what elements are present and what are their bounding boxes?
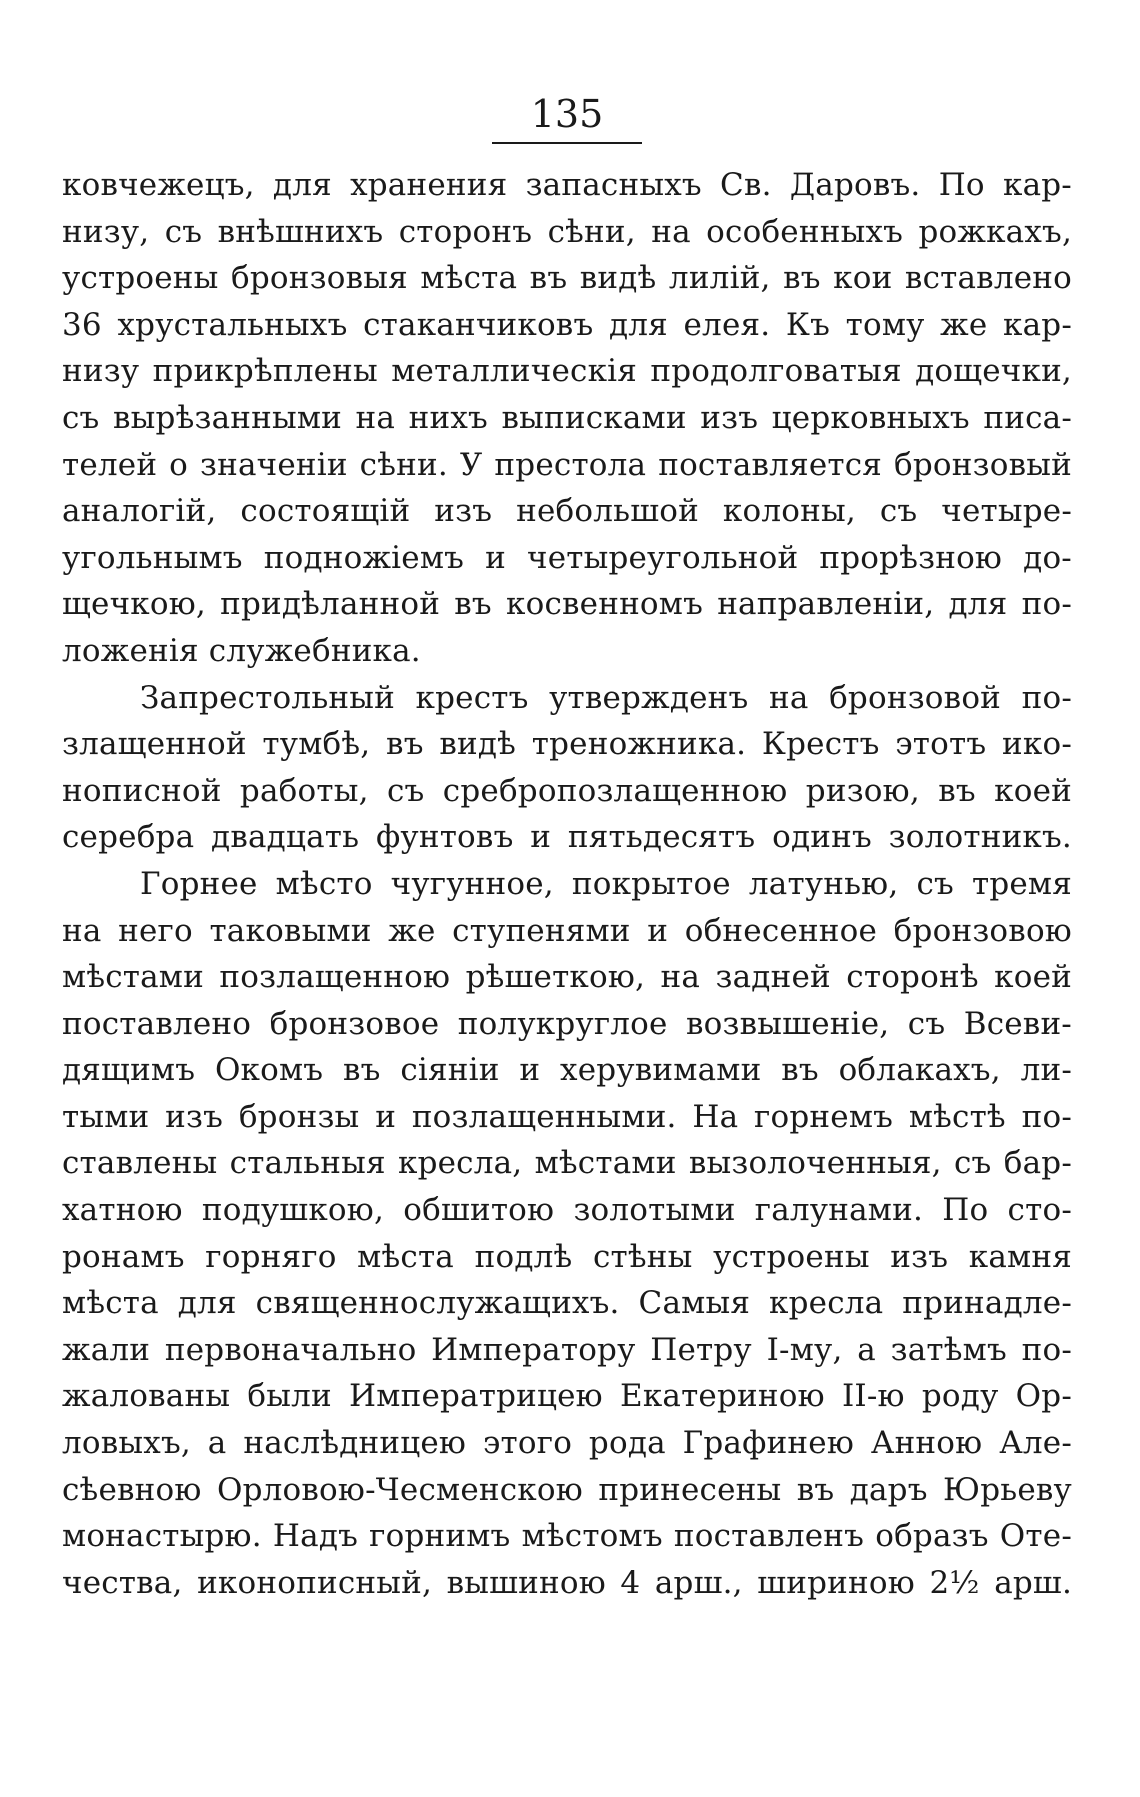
text-line: монастырю. Надъ горнимъ мѣстомъ поставленъ образъ Оте-	[62, 1518, 1072, 1555]
text-line: аналогій, состоящій изъ небольшой колоны, съ четыре-	[62, 493, 1072, 530]
page-number-rule	[492, 142, 642, 144]
text-line: сѣевною Орловою-Чесменскою принесены въ даръ Юрьеву	[62, 1471, 1072, 1508]
text-line: угольнымъ подножіемъ и четыреугольной прорѣзною до-	[62, 539, 1072, 576]
text-line: мѣстами позлащенною рѣшеткою, на задней сторонѣ коей	[62, 959, 1072, 996]
text-line: поставлено бронзовое полукруглое возвышеніе, съ Всеви-	[62, 1005, 1072, 1042]
text-line: нописной работы, съ сребропозлащенною ризою, въ коей	[62, 772, 1072, 809]
text-line: съ вырѣзанными на нихъ выписками изъ церковныхъ писа-	[62, 399, 1072, 436]
body-text	[62, 162, 1072, 1606]
text-line: на него таковыми же ступенями и обнесенное бронзовою	[62, 912, 1072, 949]
text-line: устроены бронзовыя мѣста въ видѣ лилій, въ кои вставлено	[62, 260, 1072, 297]
text-line: Запрестольный крестъ утвержденъ на бронзовой по-	[140, 679, 1072, 716]
text-line: низу прикрѣплены металлическія продолговатыя дощечки,	[62, 353, 1072, 390]
page-number: 135	[530, 92, 604, 136]
text-line: серебра двадцать фунтовъ и пятьдесятъ одинъ золотникъ.	[62, 819, 1072, 856]
text-line: хатною подушкою, обшитою золотыми галунами. По сто-	[62, 1192, 1072, 1229]
text-line: щечкою, придѣланной въ косвенномъ направленіи, для по-	[62, 586, 1072, 623]
text-line: ловыхъ, а наслѣдницею этого рода Графинею Анною Але-	[62, 1425, 1072, 1462]
text-line: дящимъ Окомъ въ сіяніи и херувимами въ облакахъ, ли-	[62, 1052, 1072, 1089]
text-line: Горнее мѣсто чугунное, покрытое латунью, съ тремя	[140, 865, 1072, 902]
text-line: мѣста для священнослужащихъ. Самыя кресла принадле-	[62, 1285, 1072, 1322]
text-line: чества, иконописный, вышиною 4 арш., шириною 2½ арш.	[62, 1564, 1072, 1601]
text-line: ронамъ горняго мѣста подлѣ стѣны устроены изъ камня	[62, 1238, 1072, 1275]
text-line: злащенной тумбѣ, въ видѣ треножника. Крестъ этотъ ико-	[62, 726, 1072, 763]
book-page	[62, 92, 1072, 1606]
text-line: ставлены стальныя кресла, мѣстами вызолоченныя, съ бар-	[62, 1145, 1072, 1182]
text-line: ложенія служебника.	[62, 632, 421, 669]
text-line: ковчежецъ, для хранения запасныхъ Св. Даровъ. По кар-	[62, 167, 1072, 203]
text-line: 36 хрустальныхъ стаканчиковъ для елея. Къ тому же кар-	[62, 306, 1072, 343]
text-line: жали первоначально Императору Петру І-му, а затѣмъ по-	[62, 1331, 1072, 1368]
text-line: низу, съ внѣшнихъ сторонъ сѣни, на особенныхъ рожкахъ,	[62, 213, 1072, 250]
text-line: тыми изъ бронзы и позлащенными. На горнемъ мѣстѣ по-	[62, 1098, 1072, 1135]
text-line: жалованы были Императрицею Екатериною ІІ-ю роду Ор-	[62, 1378, 1072, 1415]
text-line: телей о значеніи сѣни. У престола поставляется бронзовый	[62, 446, 1072, 483]
